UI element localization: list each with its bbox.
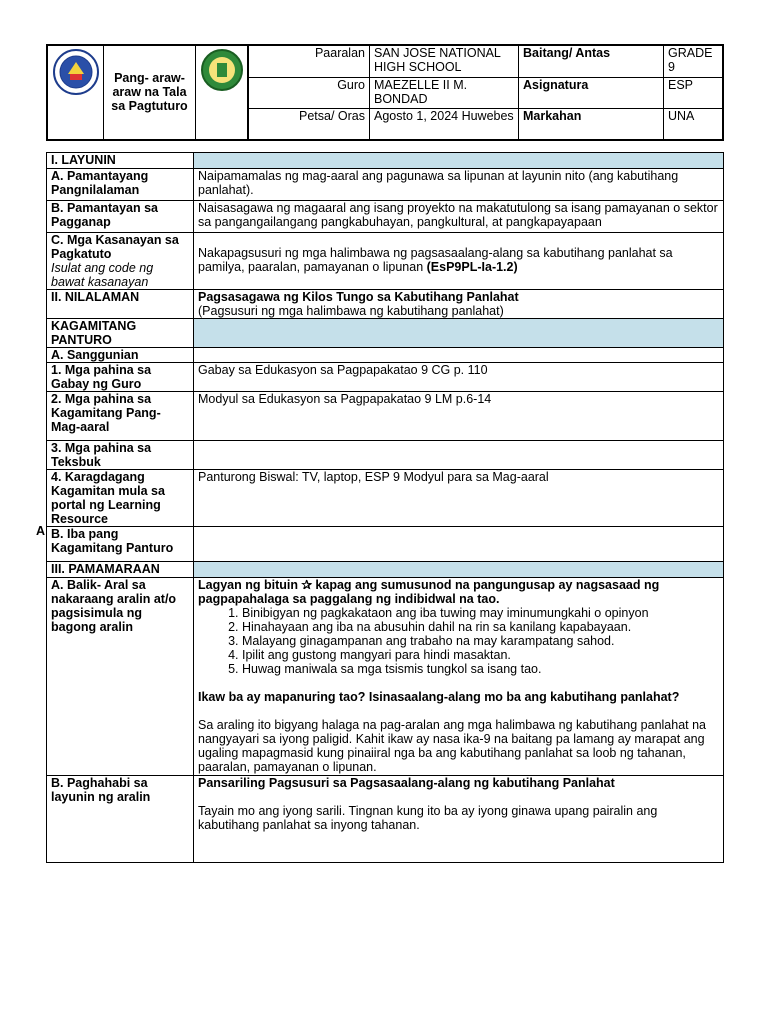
school-seal-icon: [200, 48, 244, 92]
balik-aral-list: [198, 606, 719, 676]
deped-seal-logo: [48, 46, 104, 139]
label-kagamitang-mag-aaral: 2. Mga pahina sa Kagamitang Pang-Mag-aaral: [47, 392, 194, 441]
list-item: 1. Binibigyan ng pagkakataon ang iba tuwing may iminumungkahi o opinyon: [242, 606, 719, 620]
label-teksbuk: 3. Mga pahina sa Teksbuk: [47, 441, 194, 470]
deped-seal-icon: [52, 48, 100, 96]
list-item: 4. Ipilit ang gustong mangyari para hindi masaktan.: [242, 648, 719, 662]
label-kagamitan: KAGAMITANG PANTURO: [47, 319, 194, 348]
kasanayan-title: C. Mga Kasanayan sa Pagkatuto: [51, 233, 179, 261]
list-item: 5. Huwag maniwala sa mga tsismis tungkol sa isang tao.: [242, 662, 719, 676]
text-gabay-ng-guro: Gabay sa Edukasyon sa Pagpapakatao 9 CG p. 110: [194, 363, 724, 392]
school-seal-logo: [196, 46, 248, 139]
text-paghahabi: [194, 776, 724, 863]
paghahabi-text: Tayain mo ang iyong sarili. Tingnan kung ito ba ay iyong ginawa upang pairalin ang kabutihang panlahat sa inyong tahanan.: [198, 804, 658, 832]
text-kasanayan: [194, 233, 724, 290]
value-paaralan: SAN JOSE NATIONAL HIGH SCHOOL: [370, 46, 519, 77]
label-baitang: Baitang/ Antas: [519, 46, 664, 77]
label-markahan: Markahan: [519, 108, 664, 139]
kasanayan-text: Nakapagsusuri ng mga halimbawa ng pagsasaalang-alang sa kabutihang panlahat sa pamilya, paaralan, pamayanan o lipunan: [198, 246, 673, 274]
value-petsa: Agosto 1, 2024 Huwebes: [370, 108, 519, 139]
section-fill: [194, 153, 724, 169]
text-pamantayang-pangnilalaman: Naipamamalas ng mag-aaral ang pagunawa sa lipunan at layunin nito (ang kabutihang panlahat).: [194, 169, 724, 201]
label-paghahabi: B. Paghahabi sa layunin ng aralin: [47, 776, 194, 863]
label-nilalaman: II. NILALAMAN: [47, 290, 194, 319]
section-fill: [194, 319, 724, 348]
cell-empty: [194, 441, 724, 470]
text-balik-aral: [194, 578, 724, 776]
label-pamamaraan: III. PAMAMARAAN: [47, 562, 194, 578]
label-guro: Guro: [249, 77, 370, 108]
section-fill: [194, 562, 724, 578]
value-markahan: UNA: [664, 108, 723, 139]
label-kasanayan: [47, 233, 194, 290]
label-karagdagang-kagamitan: 4. Karagdagang Kagamitan mula sa portal ng Learning Resource: [47, 470, 194, 527]
text-pamantayan-sa-pagganap: Naisasagawa ng magaaral ang isang proyekto na makatutulong sa isang pamayanan o sektor sa pangangailangang pangkabuhayan, pangkultural, at pangkapayapaan: [194, 201, 724, 233]
value-baitang: GRADE 9: [664, 46, 723, 77]
nilalaman-title: Pagsasagawa ng Kilos Tungo sa Kabutihang Panlahat: [198, 290, 519, 304]
value-asignatura: ESP: [664, 77, 723, 108]
label-asignatura: Asignatura: [519, 77, 664, 108]
label-pamantayang-pangnilalaman: A. Pamantayang Pangnilalaman: [47, 169, 194, 201]
kasanayan-subtitle: Isulat ang code ng bawat kasanayan: [51, 261, 154, 289]
label-petsa: Petsa/ Oras: [249, 108, 370, 139]
text-karagdagang-kagamitan: Panturong Biswal: TV, laptop, ESP 9 Modyul para sa Mag-aaral: [194, 470, 724, 527]
label-pamantayan-sa-pagganap: B. Pamantayan sa Pagganap: [47, 201, 194, 233]
balik-aral-instruction: Lagyan ng bituin ✰ kapag ang sumusunod na pangungusap ay nagsasaad ng pagpapahalaga sa paggalang ng indibidwal na tao.: [198, 578, 660, 606]
value-guro: MAEZELLE II M. BONDAD: [370, 77, 519, 108]
document-title: Pang- araw-araw na Tala sa Pagtuturo: [104, 46, 196, 139]
paghahabi-title: Pansariling Pagsusuri sa Pagsasaalang-alang ng kabutihang Panlahat: [198, 776, 615, 790]
kasanayan-code: (EsP9PL-Ia-1.2): [426, 260, 518, 274]
text-kagamitang-mag-aaral: Modyul sa Edukasyon sa Pagpapakatao 9 LM p.6-14: [194, 392, 724, 441]
section-layunin: I. LAYUNIN: [47, 153, 194, 169]
label-iba-pang-kagamitan: B. Iba pang Kagamitang Panturo: [47, 527, 194, 562]
list-item: 3. Malayang ginagampanan ang trabaho na may karampatang sahod.: [242, 634, 719, 648]
label-sanggunian: A. Sanggunian: [47, 348, 194, 363]
lesson-plan-table: [46, 152, 724, 863]
text-nilalaman: [194, 290, 724, 319]
label-gabay-ng-guro: 1. Mga pahina sa Gabay ng Guro: [47, 363, 194, 392]
header-block: [46, 44, 724, 141]
balik-aral-question: Ikaw ba ay mapanuring tao? Isinasaalang-alang mo ba ang kabutihang panlahat?: [198, 690, 680, 704]
header-info-table: [248, 46, 722, 139]
cell-empty: [194, 348, 724, 363]
nilalaman-subtitle: (Pagsusuri ng mga halimbawa ng kabutihang panlahat): [198, 304, 504, 318]
side-marker: A: [36, 524, 46, 538]
balik-aral-paragraph: Sa araling ito bigyang halaga na pag-aralan ang mga halimbawa ng kabutihang panlahat na nangyayari sa iyong paligid. Kahit ikaw ay nasa ika-9 na baitang pa lamang ay marapat ang ugaling mapagmasid kung pinaiiral nga ba ang kabutihang panlahat sa loob ng tahanan, paaralan, pamayanan o lipunan.: [198, 718, 707, 774]
cell-empty: [194, 527, 724, 562]
label-balik-aral: A. Balik- Aral sa nakaraang aralin at/o pagsisimula ng bagong aralin: [47, 578, 194, 776]
list-item: 2. Hinahayaan ang iba na abusuhin dahil na rin sa kanilang kapabayaan.: [242, 620, 719, 634]
label-paaralan: Paaralan: [249, 46, 370, 77]
